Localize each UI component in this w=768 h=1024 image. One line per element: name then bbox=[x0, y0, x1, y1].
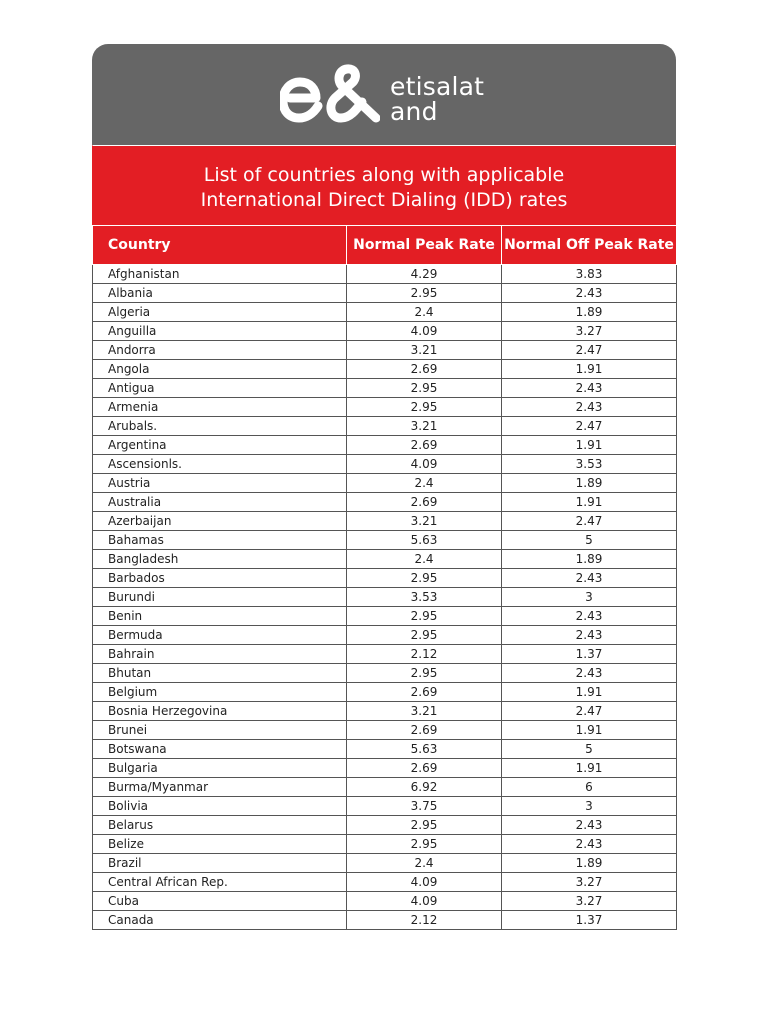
table-header-row bbox=[93, 226, 677, 265]
table-row bbox=[93, 455, 677, 474]
cell-country: Austria bbox=[93, 474, 347, 493]
cell-peak-rate: 2.4 bbox=[347, 303, 502, 322]
table-body bbox=[93, 265, 677, 930]
cell-off-peak-rate: 2.43 bbox=[502, 569, 677, 588]
title-line-1: List of countries along with applicable bbox=[203, 164, 565, 186]
cell-country: Azerbaijan bbox=[93, 512, 347, 531]
cell-peak-rate: 2.69 bbox=[347, 759, 502, 778]
cell-off-peak-rate: 2.47 bbox=[502, 417, 677, 436]
cell-peak-rate: 2.12 bbox=[347, 911, 502, 930]
cell-country: Belarus bbox=[93, 816, 347, 835]
table-row bbox=[93, 284, 677, 303]
cell-off-peak-rate: 1.91 bbox=[502, 683, 677, 702]
cell-off-peak-rate: 3.27 bbox=[502, 322, 677, 341]
cell-peak-rate: 4.09 bbox=[347, 873, 502, 892]
cell-off-peak-rate: 3.27 bbox=[502, 892, 677, 911]
table-row bbox=[93, 531, 677, 550]
table-row bbox=[93, 569, 677, 588]
cell-off-peak-rate: 1.91 bbox=[502, 759, 677, 778]
table-row bbox=[93, 759, 677, 778]
table-row bbox=[93, 303, 677, 322]
table-row bbox=[93, 607, 677, 626]
cell-peak-rate: 3.53 bbox=[347, 588, 502, 607]
cell-off-peak-rate: 2.43 bbox=[502, 607, 677, 626]
table-row bbox=[93, 797, 677, 816]
cell-off-peak-rate: 1.37 bbox=[502, 645, 677, 664]
cell-off-peak-rate: 2.43 bbox=[502, 816, 677, 835]
cell-peak-rate: 2.69 bbox=[347, 436, 502, 455]
table-row bbox=[93, 398, 677, 417]
cell-off-peak-rate: 2.43 bbox=[502, 379, 677, 398]
column-header-country: Country bbox=[93, 226, 347, 265]
cell-country: Ascensionls. bbox=[93, 455, 347, 474]
cell-country: Brunei bbox=[93, 721, 347, 740]
cell-off-peak-rate: 1.91 bbox=[502, 436, 677, 455]
cell-peak-rate: 2.12 bbox=[347, 645, 502, 664]
cell-peak-rate: 2.95 bbox=[347, 284, 502, 303]
cell-country: Argentina bbox=[93, 436, 347, 455]
table-row bbox=[93, 740, 677, 759]
brand-name-line1: etisalat bbox=[390, 72, 485, 101]
table-row bbox=[93, 683, 677, 702]
cell-peak-rate: 2.95 bbox=[347, 835, 502, 854]
table-row bbox=[93, 835, 677, 854]
cell-peak-rate: 2.4 bbox=[347, 550, 502, 569]
table-row bbox=[93, 626, 677, 645]
cell-off-peak-rate: 1.89 bbox=[502, 303, 677, 322]
table-row bbox=[93, 702, 677, 721]
cell-off-peak-rate: 2.47 bbox=[502, 702, 677, 721]
cell-peak-rate: 2.69 bbox=[347, 683, 502, 702]
cell-country: Bermuda bbox=[93, 626, 347, 645]
cell-off-peak-rate: 5 bbox=[502, 740, 677, 759]
title-banner bbox=[92, 145, 676, 225]
table-row bbox=[93, 379, 677, 398]
table-row bbox=[93, 493, 677, 512]
cell-peak-rate: 6.92 bbox=[347, 778, 502, 797]
cell-off-peak-rate: 2.43 bbox=[502, 835, 677, 854]
table-row bbox=[93, 854, 677, 873]
cell-country: Belgium bbox=[93, 683, 347, 702]
cell-off-peak-rate: 6 bbox=[502, 778, 677, 797]
cell-off-peak-rate: 2.43 bbox=[502, 664, 677, 683]
cell-off-peak-rate: 5 bbox=[502, 531, 677, 550]
cell-off-peak-rate: 1.37 bbox=[502, 911, 677, 930]
cell-off-peak-rate: 3 bbox=[502, 797, 677, 816]
cell-peak-rate: 2.95 bbox=[347, 398, 502, 417]
column-header-peak-rate: Normal Peak Rate bbox=[347, 226, 502, 265]
table-row bbox=[93, 360, 677, 379]
cell-country: Bahrain bbox=[93, 645, 347, 664]
cell-country: Central African Rep. bbox=[93, 873, 347, 892]
table-row bbox=[93, 550, 677, 569]
cell-peak-rate: 3.21 bbox=[347, 417, 502, 436]
cell-country: Brazil bbox=[93, 854, 347, 873]
table-row bbox=[93, 588, 677, 607]
cell-country: Botswana bbox=[93, 740, 347, 759]
cell-peak-rate: 4.29 bbox=[347, 265, 502, 284]
cell-country: Afghanistan bbox=[93, 265, 347, 284]
table-row bbox=[93, 664, 677, 683]
cell-country: Bolivia bbox=[93, 797, 347, 816]
cell-country: Barbados bbox=[93, 569, 347, 588]
cell-country: Bangladesh bbox=[93, 550, 347, 569]
cell-peak-rate: 2.95 bbox=[347, 379, 502, 398]
table-row bbox=[93, 341, 677, 360]
cell-off-peak-rate: 2.47 bbox=[502, 341, 677, 360]
cell-off-peak-rate: 1.89 bbox=[502, 854, 677, 873]
cell-off-peak-rate: 3 bbox=[502, 588, 677, 607]
cell-peak-rate: 3.21 bbox=[347, 512, 502, 531]
cell-peak-rate: 4.09 bbox=[347, 322, 502, 341]
table-row bbox=[93, 417, 677, 436]
table-row bbox=[93, 911, 677, 930]
cell-country: Bhutan bbox=[93, 664, 347, 683]
brand-wordmark bbox=[390, 74, 484, 124]
cell-off-peak-rate: 1.89 bbox=[502, 474, 677, 493]
cell-country: Angola bbox=[93, 360, 347, 379]
cell-off-peak-rate: 1.91 bbox=[502, 360, 677, 379]
cell-country: Algeria bbox=[93, 303, 347, 322]
table-row bbox=[93, 816, 677, 835]
cell-peak-rate: 2.4 bbox=[347, 474, 502, 493]
cell-peak-rate: 2.4 bbox=[347, 854, 502, 873]
e-and-logo-icon bbox=[280, 62, 380, 128]
cell-country: Benin bbox=[93, 607, 347, 626]
cell-off-peak-rate: 2.43 bbox=[502, 398, 677, 417]
cell-peak-rate: 2.95 bbox=[347, 569, 502, 588]
cell-country: Burundi bbox=[93, 588, 347, 607]
cell-peak-rate: 2.69 bbox=[347, 493, 502, 512]
brand-header bbox=[92, 44, 676, 145]
cell-peak-rate: 3.21 bbox=[347, 702, 502, 721]
cell-peak-rate: 2.69 bbox=[347, 721, 502, 740]
title-line-2: International Direct Dialing (IDD) rates bbox=[200, 189, 568, 211]
cell-peak-rate: 5.63 bbox=[347, 740, 502, 759]
table-row bbox=[93, 892, 677, 911]
cell-country: Canada bbox=[93, 911, 347, 930]
table-row bbox=[93, 474, 677, 493]
table-row bbox=[93, 778, 677, 797]
cell-country: Antigua bbox=[93, 379, 347, 398]
cell-peak-rate: 2.69 bbox=[347, 360, 502, 379]
cell-country: Anguilla bbox=[93, 322, 347, 341]
cell-off-peak-rate: 1.91 bbox=[502, 721, 677, 740]
cell-peak-rate: 3.21 bbox=[347, 341, 502, 360]
cell-peak-rate: 4.09 bbox=[347, 892, 502, 911]
cell-country: Cuba bbox=[93, 892, 347, 911]
table-row bbox=[93, 322, 677, 341]
cell-country: Bulgaria bbox=[93, 759, 347, 778]
cell-country: Armenia bbox=[93, 398, 347, 417]
cell-peak-rate: 5.63 bbox=[347, 531, 502, 550]
cell-off-peak-rate: 3.27 bbox=[502, 873, 677, 892]
rates-card bbox=[92, 44, 676, 930]
cell-country: Arubals. bbox=[93, 417, 347, 436]
cell-country: Belize bbox=[93, 835, 347, 854]
cell-country: Bosnia Herzegovina bbox=[93, 702, 347, 721]
brand-name-line2: and bbox=[390, 97, 438, 126]
cell-peak-rate: 4.09 bbox=[347, 455, 502, 474]
brand-logo bbox=[280, 62, 490, 128]
cell-country: Bahamas bbox=[93, 531, 347, 550]
cell-off-peak-rate: 2.47 bbox=[502, 512, 677, 531]
table-row bbox=[93, 873, 677, 892]
cell-peak-rate: 2.95 bbox=[347, 664, 502, 683]
idd-rates-table bbox=[92, 225, 677, 930]
table-row bbox=[93, 265, 677, 284]
cell-country: Burma/Myanmar bbox=[93, 778, 347, 797]
cell-off-peak-rate: 1.89 bbox=[502, 550, 677, 569]
cell-off-peak-rate: 3.83 bbox=[502, 265, 677, 284]
cell-country: Australia bbox=[93, 493, 347, 512]
table-row bbox=[93, 645, 677, 664]
table-row bbox=[93, 721, 677, 740]
cell-off-peak-rate: 2.43 bbox=[502, 284, 677, 303]
table-row bbox=[93, 436, 677, 455]
cell-off-peak-rate: 1.91 bbox=[502, 493, 677, 512]
cell-peak-rate: 2.95 bbox=[347, 816, 502, 835]
column-header-off-peak-rate: Normal Off Peak Rate bbox=[502, 226, 677, 265]
cell-off-peak-rate: 2.43 bbox=[502, 626, 677, 645]
cell-off-peak-rate: 3.53 bbox=[502, 455, 677, 474]
cell-peak-rate: 2.95 bbox=[347, 626, 502, 645]
cell-country: Albania bbox=[93, 284, 347, 303]
cell-peak-rate: 3.75 bbox=[347, 797, 502, 816]
cell-peak-rate: 2.95 bbox=[347, 607, 502, 626]
cell-country: Andorra bbox=[93, 341, 347, 360]
table-row bbox=[93, 512, 677, 531]
